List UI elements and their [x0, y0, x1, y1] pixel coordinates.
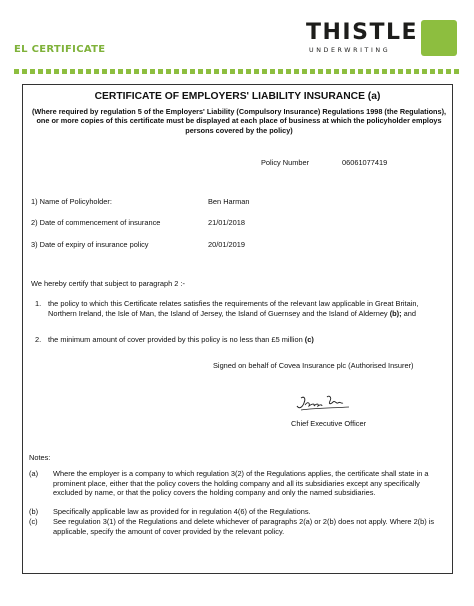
divider-dot: [14, 69, 19, 74]
field-label-commencement: 2) Date of commencement of insurance: [31, 218, 161, 227]
divider-dot: [102, 69, 107, 74]
clause-number: 2.: [35, 335, 42, 344]
divider-dot: [174, 69, 179, 74]
divider-dot: [118, 69, 123, 74]
divider-dot: [206, 69, 211, 74]
clause-number: 1.: [35, 299, 42, 308]
divider-dot: [86, 69, 91, 74]
divider-dot: [414, 69, 419, 74]
certificate-subtitle: (Where required by regulation 5 of the Employers' Liability (Compulsory Insurance) Regulations 1998 (the Regulations), one or more copies of this certificate must be displayed at each place of business at which the policyholder employs persons covered by the policy): [31, 107, 447, 135]
notes-heading: Notes:: [29, 453, 51, 462]
divider-dot: [374, 69, 379, 74]
divider-dot: [262, 69, 267, 74]
thistle-underwriting-logo: [306, 20, 458, 60]
divider-dot: [110, 69, 115, 74]
signature-image: [295, 393, 355, 415]
note-key: (a): [29, 469, 39, 478]
divider-dot: [318, 69, 323, 74]
divider-dot: [366, 69, 371, 74]
divider-dot: [238, 69, 243, 74]
divider-dot: [310, 69, 315, 74]
note-key: (c): [29, 517, 38, 526]
divider-dot: [358, 69, 363, 74]
field-label-expiry: 3) Date of expiry of insurance policy: [31, 240, 149, 249]
divider-dot: [254, 69, 259, 74]
clause-ref: (c): [304, 335, 314, 344]
clause-1: [35, 299, 445, 318]
note-text: Specifically applicable law as provided for in regulation 4(6) of the Regulations.: [53, 507, 311, 516]
divider-dot: [150, 69, 155, 74]
divider-dot: [454, 69, 459, 74]
divider-dot: [78, 69, 83, 74]
policy-number-value: 06061077419: [342, 158, 388, 167]
certificate-panel: [22, 84, 453, 574]
divider-dot: [270, 69, 275, 74]
signatory-title: Chief Executive Officer: [291, 419, 367, 428]
divider-dot: [198, 69, 203, 74]
certificate-title: CERTIFICATE OF EMPLOYERS' LIABILITY INSURANCE (a): [94, 91, 381, 102]
note-key: (b): [29, 507, 39, 516]
note-text: See regulation 3(1) of the Regulations and delete whichever of paragraphs 2(a) or 2(b) does not apply. Where 2(b) is applicable, specify the amount of cover provided by the relevant policy.: [53, 517, 435, 536]
logo-wordmark: THISTLE: [306, 20, 419, 45]
divider-dot: [382, 69, 387, 74]
divider-dot: [22, 69, 27, 74]
divider-dot: [94, 69, 99, 74]
divider-dot: [126, 69, 131, 74]
clause-text: the minimum amount of cover provided by this policy is no less than £5 million: [48, 335, 305, 344]
field-label-policyholder: 1) Name of Policyholder:: [31, 197, 112, 206]
field-value-commencement: 21/01/2018: [208, 218, 245, 227]
divider-dot: [62, 69, 67, 74]
divider-dot: [334, 69, 339, 74]
divider-dot: [398, 69, 403, 74]
divider-dot: [30, 69, 35, 74]
clause-text: the policy to which this Certificate relates satisfies the requirements of the relevant law applicable in Great Britain, Northern Ireland, the Isle of Man, the Island of Jersey, the Island of Guernsey and the Island of Alderney: [48, 299, 419, 318]
clause-tail: and: [401, 308, 416, 318]
signed-on-behalf: Signed on behalf of Covea Insurance plc (Authorised Insurer): [213, 361, 414, 370]
divider-dot: [214, 69, 219, 74]
divider-dot: [326, 69, 331, 74]
divider-dot: [406, 69, 411, 74]
divider-dot: [294, 69, 299, 74]
divider-dot: [134, 69, 139, 74]
divider-dot: [278, 69, 283, 74]
note-b: [29, 507, 443, 517]
divider-dot: [422, 69, 427, 74]
note-a: [29, 469, 443, 498]
divider-dot: [54, 69, 59, 74]
certify-statement: We hereby certify that subject to paragraph 2 :-: [31, 279, 185, 288]
divider-dot: [430, 69, 435, 74]
divider-dot: [46, 69, 51, 74]
el-certificate-label: EL CERTIFICATE: [14, 44, 106, 55]
field-value-policyholder: Ben Harman: [208, 197, 250, 206]
divider-dot: [286, 69, 291, 74]
divider-dot: [166, 69, 171, 74]
divider-dot: [182, 69, 187, 74]
dotted-divider: [14, 69, 458, 75]
divider-dot: [438, 69, 443, 74]
divider-dot: [246, 69, 251, 74]
field-value-expiry: 20/01/2019: [208, 240, 245, 249]
divider-dot: [446, 69, 451, 74]
divider-dot: [142, 69, 147, 74]
divider-dot: [230, 69, 235, 74]
clause-2: [35, 335, 445, 345]
note-c: [29, 517, 443, 536]
logo-square-icon: [421, 20, 457, 56]
divider-dot: [38, 69, 43, 74]
divider-dot: [302, 69, 307, 74]
logo-subtitle: UNDERWRITING: [309, 47, 391, 54]
divider-dot: [70, 69, 75, 74]
divider-dot: [158, 69, 163, 74]
note-text: Where the employer is a company to which regulation 3(2) of the Regulations applies, the certificate shall state in a prominent place, either that the policy covers the holding company and all its subsidiaries except any specifically excluded by name, or that the policy covers the holding company and only the named subsidiaries.: [53, 469, 429, 498]
divider-dot: [222, 69, 227, 74]
divider-dot: [390, 69, 395, 74]
divider-dot: [342, 69, 347, 74]
policy-number-label: Policy Number: [261, 158, 310, 167]
divider-dot: [350, 69, 355, 74]
divider-dot: [190, 69, 195, 74]
clause-ref: (b);: [389, 308, 402, 318]
